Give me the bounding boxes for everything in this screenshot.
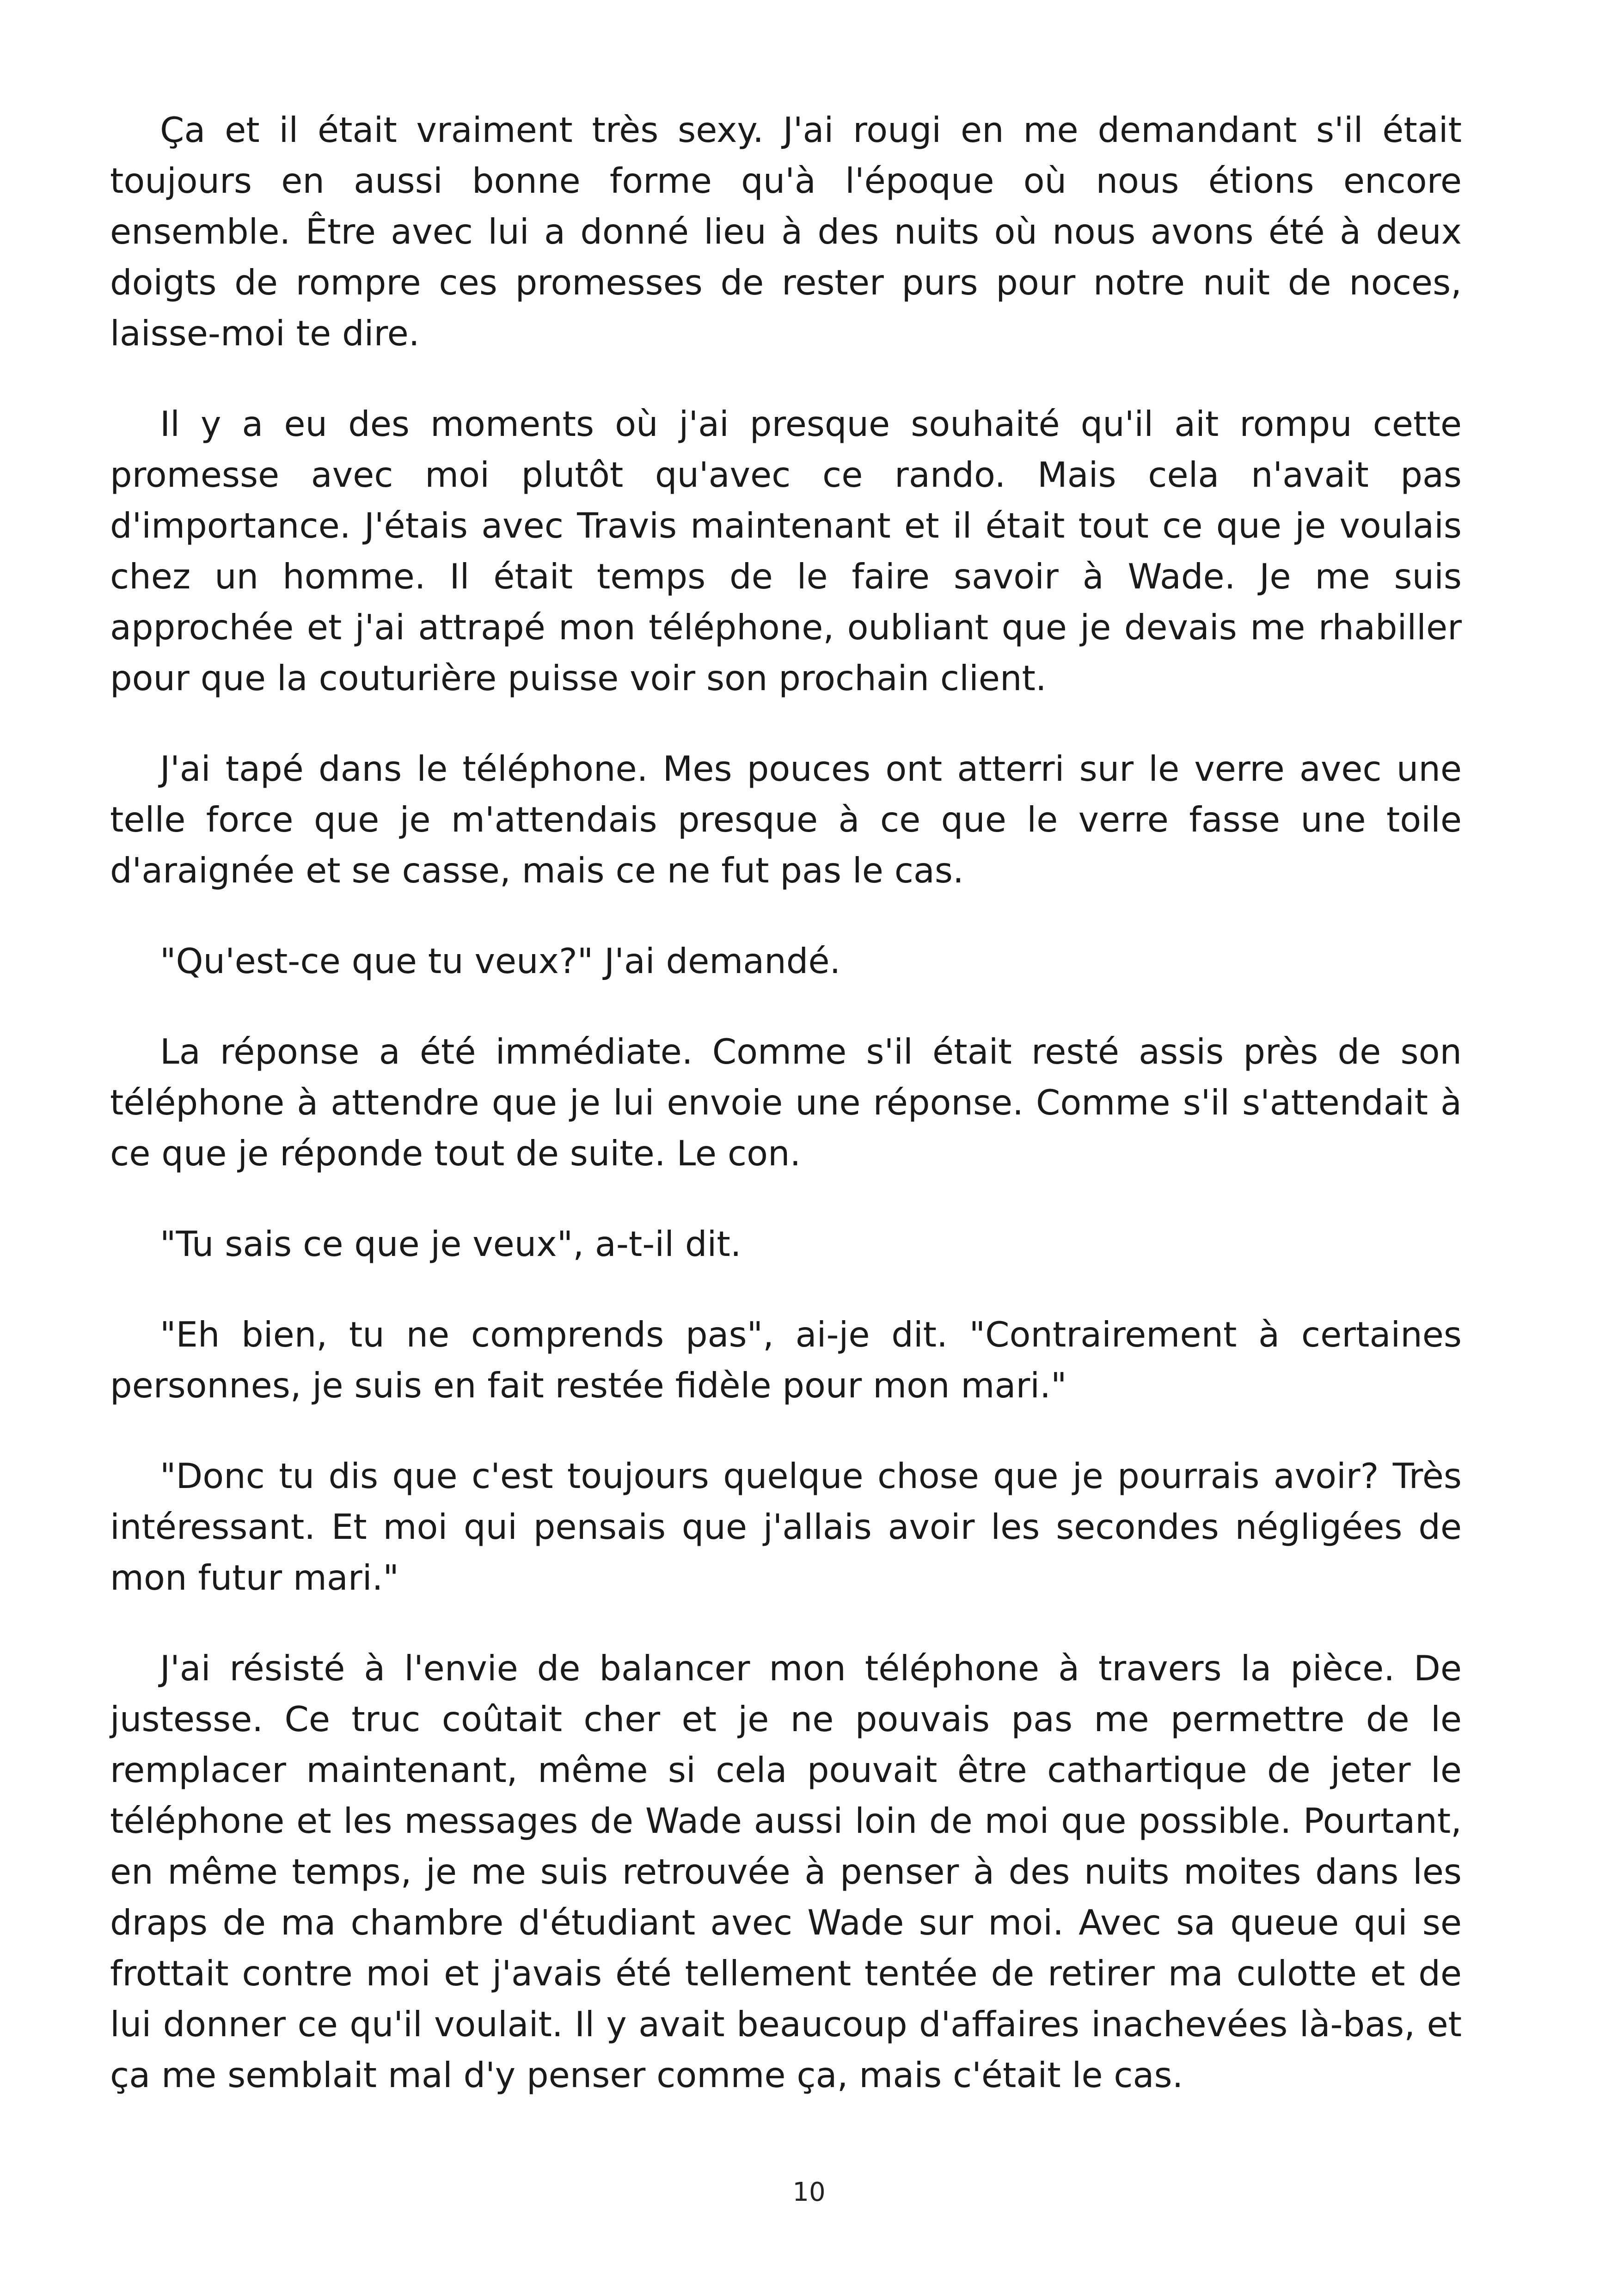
paragraph-2: Il y a eu des moments où j'ai presque souhaité qu'il ait rompu cette promesse avec moi plutôt qu'avec ce rando. Mais cela n'avait pas d'importance. J'étais avec Travis maintenant et il était tout ce que je voulais chez un homme. Il était temps de le faire savoir à Wade. Je me suis approchée et j'ai attrapé mon téléphone, oubliant que je devais me rhabiller pour que la couturière puisse voir son prochain client. <box>110 404 1462 698</box>
paragraph-8: "Donc tu dis que c'est toujours quelque chose que je pourrais avoir? Très intéressant. Et moi qui pensais que j'allais avoir les secondes négligées de mon futur mari." <box>110 1456 1462 1598</box>
paragraph-9: J'ai résisté à l'envie de balancer mon téléphone à travers la pièce. De justesse. Ce truc coûtait cher et je ne pouvais pas me permettre de le remplacer maintenant, même si cela pouvait être cathartique de jeter le téléphone et les messages de Wade aussi loin de moi que possible. Pourtant, en même temps, je me suis retrouvée à penser à des nuits moites dans les draps de ma chambre d'étudiant avec Wade sur moi. Avec sa queue qui se frottait contre moi et j'avais été tellement tentée de retirer ma culotte et de lui donner ce qu'il voulait. Il y avait beaucoup d'affaires inachevées là-bas, et ça me semblait mal d'y penser comme ça, mais c'était le cas. <box>110 1648 1462 2095</box>
paragraph-1: Ça et il était vraiment très sexy. J'ai rougi en me demandant s'il était toujours en aussi bonne forme qu'à l'époque où nous étions encore ensemble. Être avec lui a donné lieu à des nuits où nous avons été à deux doigts de rompre ces promesses de rester purs pour notre nuit de noces, laisse-moi te dire. <box>110 110 1462 354</box>
page-number: 10 <box>792 2177 826 2207</box>
body-text <box>110 104 1462 2100</box>
paragraph-6: "Tu sais ce que je veux", a-t-il dit. <box>160 1224 742 1264</box>
paragraph-5: La réponse a été immédiate. Comme s'il était resté assis près de son téléphone à attendre que je lui envoie une réponse. Comme s'il s'attendait à ce que je réponde tout de suite. Le con. <box>110 1031 1462 1174</box>
paragraph-3: J'ai tapé dans le téléphone. Mes pouces ont atterri sur le verre avec une telle force que je m'attendais presque à ce que le verre fasse une toile d'araignée et se casse, mais ce ne fut pas le cas. <box>110 748 1462 891</box>
paragraph-4: "Qu'est-ce que tu veux?" J'ai demandé. <box>160 941 841 981</box>
paragraph-7: "Eh bien, tu ne comprends pas", ai-je dit. "Contrairement à certaines personnes, je suis en fait restée fidèle pour mon mari." <box>110 1314 1462 1406</box>
